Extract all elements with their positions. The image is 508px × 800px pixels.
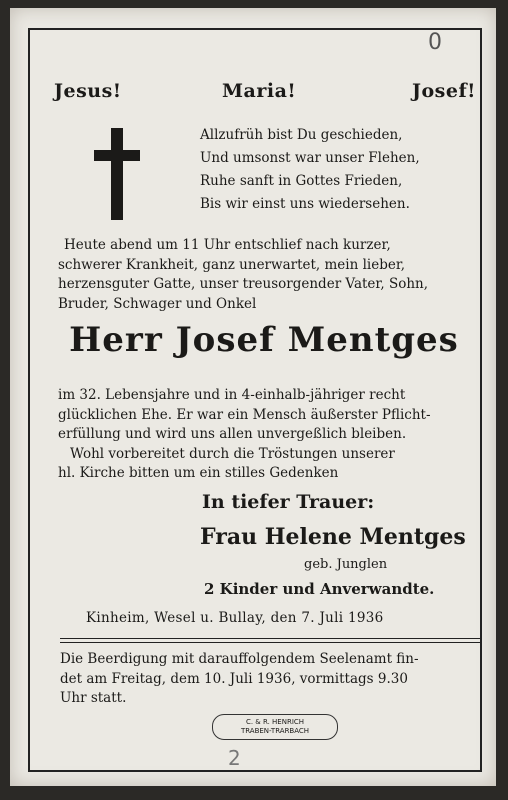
mourning-title: In tiefer Trauer: (202, 491, 375, 513)
family-line: 2 Kinder und Anverwandte. (204, 580, 435, 598)
printer-location: TRABEN-TRARBACH (240, 727, 310, 735)
body-line: glücklichen Ehe. Er war ein Mensch äußerster Pflicht- (58, 406, 431, 423)
poem-line: Und umsonst war unser Flehen, (200, 150, 420, 166)
body-line: im 32. Lebensjahre und in 4-einhalb-jähriger recht (58, 387, 406, 403)
intro-line: schwerer Krankheit, ganz unerwartet, mein lieber, (58, 256, 406, 273)
funeral-line: det am Freitag, dem 10. Juli 1936, vormittags 9.30 (60, 670, 408, 687)
funeral-line: Die Beerdigung mit darauffolgendem Seelenamt fin- (60, 651, 419, 667)
body-line: Wohl vorbereitet durch die Tröstungen unserer (70, 445, 395, 462)
handwritten-mark-bottom: 2 (228, 746, 241, 770)
memorial-card (10, 8, 496, 786)
printer-name: C. & R. HENRICH (245, 718, 305, 726)
body-line: erfüllung und wird uns allen unvergeßlich bleiben. (58, 426, 407, 442)
printer-stamp (212, 714, 338, 740)
funeral-line: Uhr statt. (60, 690, 127, 706)
body-paragraph (58, 386, 431, 484)
divider (60, 642, 482, 643)
place-date: Kinheim, Wesel u. Bullay, den 7. Juli 1936 (86, 610, 384, 626)
poem (200, 124, 420, 216)
poem-line: Ruhe sanft in Gottes Frieden, (200, 173, 403, 189)
widow-name: Frau Helene Mentges (200, 524, 466, 550)
intro-line: Bruder, Schwager und Onkel (58, 295, 257, 312)
intro-paragraph (58, 236, 428, 314)
funeral-notice (60, 650, 419, 709)
poem-line: Allzufrüh bist Du geschieden, (200, 127, 403, 143)
maiden-name: geb. Junglen (304, 557, 388, 572)
cross-icon (94, 128, 140, 220)
intro-line: herzensguter Gatte, unser treusorgender Vater, Sohn, (58, 276, 429, 292)
intro-line: Heute abend um 11 Uhr entschlief nach kurzer, (64, 237, 391, 253)
header-jesus: Jesus! (54, 80, 122, 102)
body-line: hl. Kirche bitten um ein stilles Gedenken (58, 465, 339, 481)
header-maria: Maria! (222, 80, 297, 102)
deceased-name: Herr Josef Mentges (69, 320, 459, 360)
divider (60, 638, 482, 639)
handwritten-mark-top: 0 (428, 30, 442, 55)
poem-line: Bis wir einst uns wiedersehen. (200, 196, 410, 212)
header-josef: Josef! (412, 80, 476, 102)
